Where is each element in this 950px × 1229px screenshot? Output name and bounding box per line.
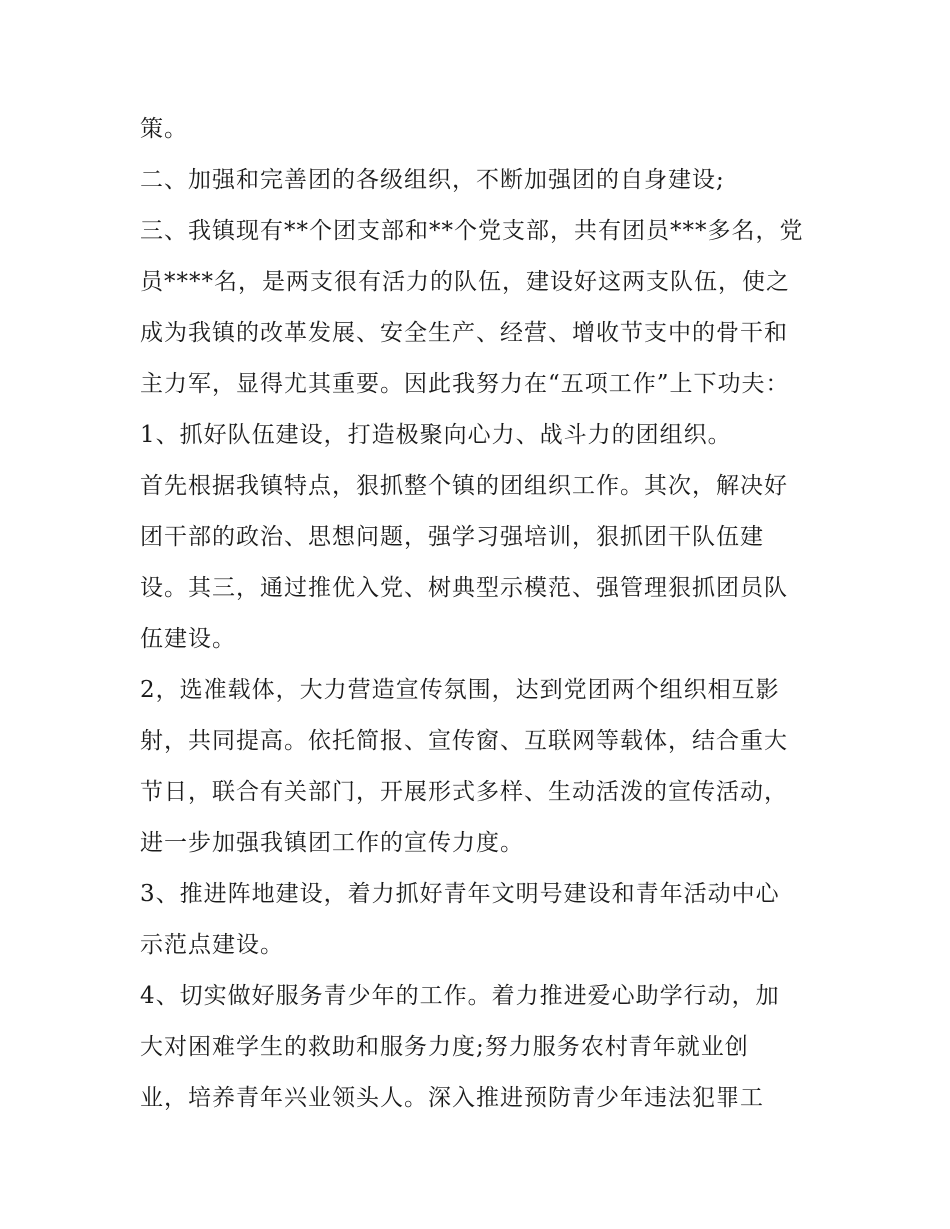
text-line: 成为我镇的改革发展、安全生产、经营、增收节支中的骨干和 bbox=[140, 320, 788, 346]
text-line: 主力军，显得尤其重要。因此我努力在“五项工作”上下功夫： bbox=[140, 371, 790, 397]
text-line: 射，共同提高。依托简报、宣传窗、互联网等载体，结合重大 bbox=[140, 728, 788, 754]
text-line: 三、我镇现有**个团支部和**个党支部，共有团员***多名，党 bbox=[140, 218, 804, 244]
text-line: 3、推进阵地建设，着力抓好青年文明号建设和青年活动中心 bbox=[140, 881, 780, 907]
text-line: 节日，联合有关部门，开展形式多样、生动活泼的宣传活动， bbox=[140, 779, 788, 805]
text-line: 进一步加强我镇团工作的宣传力度。 bbox=[140, 830, 524, 856]
text-line: 4、切实做好服务青少年的工作。着力推进爱心助学行动，加 bbox=[140, 983, 780, 1009]
text-line: 1、抓好队伍建设，打造极聚向心力、战斗力的团组织。 bbox=[140, 422, 732, 448]
text-line: 首先根据我镇特点，狠抓整个镇的团组织工作。其次，解决好 bbox=[140, 473, 788, 499]
text-line: 2，选准载体，大力营造宣传氛围，达到党团两个组织相互影 bbox=[140, 677, 780, 703]
text-line: 业，培养青年兴业领头人。深入推进预防青少年违法犯罪工 bbox=[140, 1085, 764, 1111]
text-line: 二、加强和完善团的各级组织，不断加强团的自身建设; bbox=[140, 167, 725, 193]
text-line: 员****名，是两支很有活力的队伍，建设好这两支队伍，使之 bbox=[140, 269, 790, 295]
text-line: 设。其三，通过推优入党、树典型示模范、强管理狠抓团员队 bbox=[140, 575, 788, 601]
text-line: 示范点建设。 bbox=[140, 932, 284, 958]
text-line: 伍建设。 bbox=[140, 626, 236, 652]
text-line: 团干部的政治、思想问题，强学习强培训，狠抓团干队伍建 bbox=[140, 524, 764, 550]
document-body bbox=[140, 104, 830, 1124]
text-line: 策。 bbox=[140, 116, 188, 142]
text-line: 大对困难学生的救助和服务力度;努力服务农村青年就业创 bbox=[140, 1034, 749, 1060]
